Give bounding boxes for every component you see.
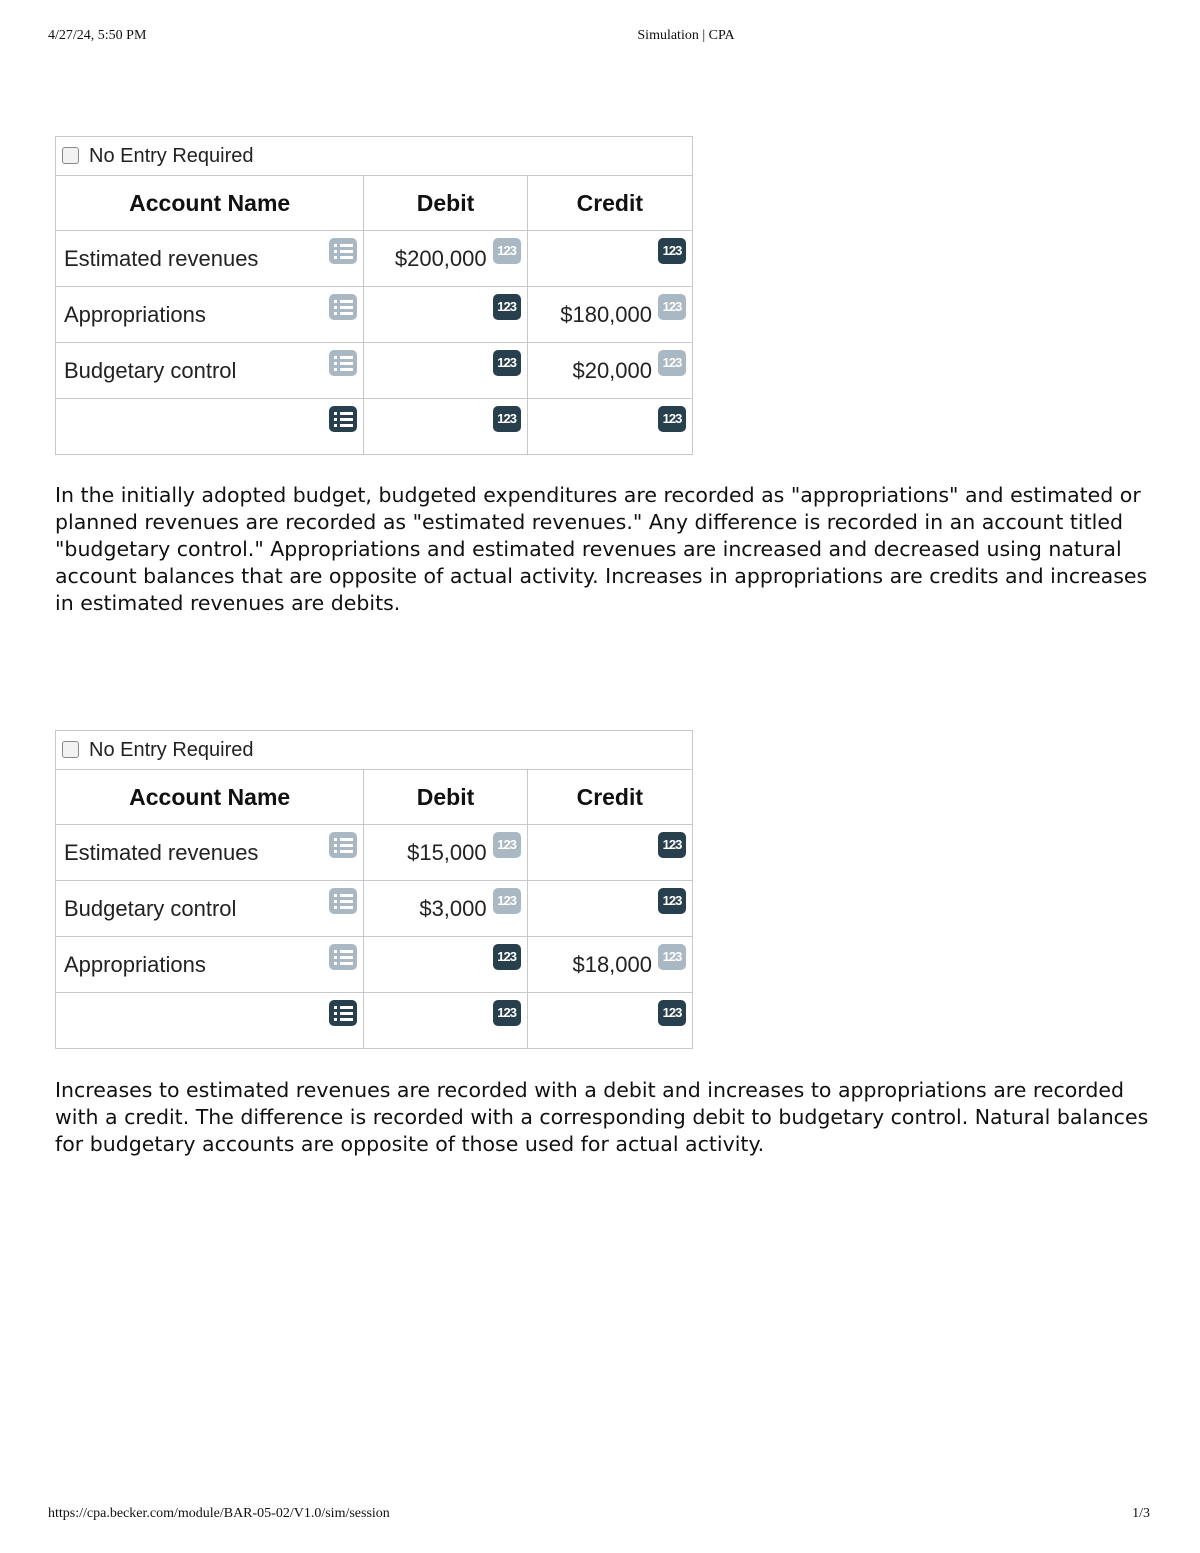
credit-header: Credit bbox=[527, 176, 692, 231]
list-icon[interactable] bbox=[329, 238, 357, 264]
account-name-value: Appropriations bbox=[64, 951, 206, 977]
debit-cell[interactable] bbox=[364, 993, 527, 1049]
account-name-cell[interactable] bbox=[56, 937, 364, 993]
account-name-value: Appropriations bbox=[64, 301, 206, 327]
numeric-123-icon[interactable]: 123 bbox=[658, 944, 686, 970]
numeric-123-icon[interactable]: 123 bbox=[493, 350, 521, 376]
table-row bbox=[56, 993, 693, 1049]
account-name-header: Account Name bbox=[56, 176, 364, 231]
account-name-cell[interactable] bbox=[56, 881, 364, 937]
account-name-value: Estimated revenues bbox=[64, 245, 259, 271]
numeric-123-icon[interactable]: 123 bbox=[493, 944, 521, 970]
numeric-123-icon[interactable]: 123 bbox=[493, 238, 521, 264]
credit-cell[interactable] bbox=[527, 343, 692, 399]
numeric-123-icon[interactable]: 123 bbox=[493, 406, 521, 432]
credit-cell[interactable] bbox=[527, 231, 692, 287]
numeric-123-icon[interactable]: 123 bbox=[658, 350, 686, 376]
table-row bbox=[56, 343, 693, 399]
no-entry-required-row bbox=[56, 137, 693, 176]
list-icon[interactable] bbox=[329, 888, 357, 914]
account-name-cell[interactable] bbox=[56, 287, 364, 343]
credit-value: $20,000 bbox=[572, 357, 652, 383]
account-name-cell[interactable] bbox=[56, 231, 364, 287]
journal-entry-table-1 bbox=[55, 136, 693, 455]
account-name-value: Budgetary control bbox=[64, 357, 237, 383]
debit-cell[interactable] bbox=[364, 399, 527, 455]
debit-value: $15,000 bbox=[407, 839, 487, 865]
account-name-cell[interactable] bbox=[56, 825, 364, 881]
print-url: https://cpa.becker.com/module/BAR-05-02/V1.0/sim/session bbox=[48, 1506, 390, 1521]
account-name-cell[interactable] bbox=[56, 343, 364, 399]
account-name-value: Budgetary control bbox=[64, 895, 237, 921]
debit-cell[interactable] bbox=[364, 231, 527, 287]
credit-cell[interactable] bbox=[527, 825, 692, 881]
credit-cell[interactable] bbox=[527, 399, 692, 455]
no-entry-required-row bbox=[56, 731, 693, 770]
list-icon[interactable] bbox=[329, 832, 357, 858]
print-page-title: Simulation | CPA bbox=[637, 28, 735, 43]
list-icon[interactable] bbox=[329, 294, 357, 320]
no-entry-required-checkbox[interactable] bbox=[62, 147, 79, 164]
credit-value: $180,000 bbox=[560, 301, 652, 327]
account-name-header: Account Name bbox=[56, 770, 364, 825]
list-icon[interactable] bbox=[329, 944, 357, 970]
table-row bbox=[56, 825, 693, 881]
journal-entry-table-2 bbox=[55, 730, 693, 1049]
numeric-123-icon[interactable]: 123 bbox=[493, 888, 521, 914]
credit-cell[interactable] bbox=[527, 881, 692, 937]
numeric-123-icon[interactable]: 123 bbox=[493, 1000, 521, 1026]
debit-value: $3,000 bbox=[419, 895, 487, 921]
table-row bbox=[56, 881, 693, 937]
no-entry-required-checkbox[interactable] bbox=[62, 741, 79, 758]
list-icon[interactable] bbox=[329, 350, 357, 376]
account-name-cell[interactable] bbox=[56, 993, 364, 1049]
credit-cell[interactable] bbox=[527, 287, 692, 343]
print-datetime: 4/27/24, 5:50 PM bbox=[48, 28, 147, 43]
numeric-123-icon[interactable]: 123 bbox=[658, 294, 686, 320]
credit-cell[interactable] bbox=[527, 937, 692, 993]
table-row bbox=[56, 287, 693, 343]
debit-header: Debit bbox=[364, 770, 527, 825]
debit-cell[interactable] bbox=[364, 825, 527, 881]
list-icon[interactable] bbox=[329, 406, 357, 432]
debit-header: Debit bbox=[364, 176, 527, 231]
explanation-text-2: Increases to estimated revenues are recorded with a debit and increases to appropriations are recorded with a credit. The difference is recorded with a corresponding debit to budgetary control. Natural balances for budgetary accounts are opposite of those used for actual activity. bbox=[55, 1078, 1149, 1156]
numeric-123-icon[interactable]: 123 bbox=[658, 888, 686, 914]
debit-cell[interactable] bbox=[364, 343, 527, 399]
numeric-123-icon[interactable]: 123 bbox=[658, 406, 686, 432]
debit-cell[interactable] bbox=[364, 881, 527, 937]
numeric-123-icon[interactable]: 123 bbox=[658, 1000, 686, 1026]
credit-header: Credit bbox=[527, 770, 692, 825]
no-entry-required-label: No Entry Required bbox=[89, 738, 254, 761]
debit-value: $200,000 bbox=[394, 245, 487, 271]
numeric-123-icon[interactable]: 123 bbox=[658, 238, 686, 264]
table-row bbox=[56, 399, 693, 455]
table-row bbox=[56, 937, 693, 993]
account-name-cell[interactable] bbox=[56, 399, 364, 455]
debit-cell[interactable] bbox=[364, 937, 527, 993]
credit-value: $18,000 bbox=[572, 951, 652, 977]
credit-cell[interactable] bbox=[527, 993, 692, 1049]
numeric-123-icon[interactable]: 123 bbox=[658, 832, 686, 858]
no-entry-required-label: No Entry Required bbox=[89, 144, 254, 167]
debit-cell[interactable] bbox=[364, 287, 527, 343]
table-row bbox=[56, 231, 693, 287]
numeric-123-icon[interactable]: 123 bbox=[493, 294, 521, 320]
print-page-number: 1/3 bbox=[1132, 1506, 1150, 1521]
account-name-value: Estimated revenues bbox=[64, 839, 259, 865]
explanation-text-1: In the initially adopted budget, budgeted expenditures are recorded as "appropriations" and estimated or planned revenues are recorded as "estimated revenues." Any difference is recorded in an account titled "budgetary control." Appropriations and estimated revenues are increased and decreased using natural account balances that are opposite of actual activity. Increases in appropriations are credits and increases in estimated revenues are debits. bbox=[55, 483, 1148, 615]
list-icon[interactable] bbox=[329, 1000, 357, 1026]
numeric-123-icon[interactable]: 123 bbox=[493, 832, 521, 858]
